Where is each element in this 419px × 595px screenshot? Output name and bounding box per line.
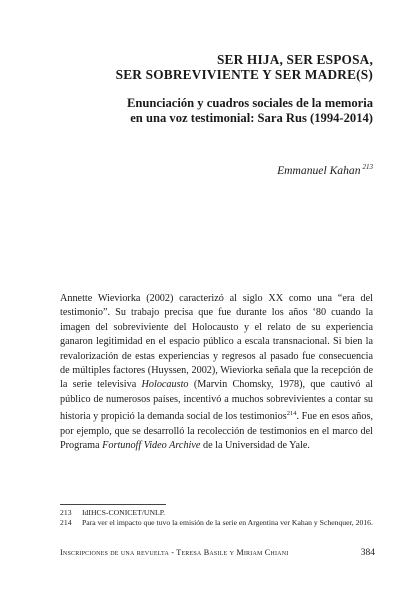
italic-title-fortunoff: Fortunoff Video Archive [102,440,201,452]
footnote-number: 213 [60,508,72,517]
footnote-divider [60,504,166,505]
chapter-title-line-1: SER HIJA, SER ESPOSA, [216,52,373,67]
footnote-number: 214 [60,518,72,528]
italic-title-holocausto: Holocausto [141,379,189,391]
paragraph-text: Annette Wieviorka (2002) caracterizó al siglo XX como una “era del testimonio”. Su trabajo precisa que fue durante los años ‘80 cuando la imagen del sobreviviente del Holocausto y el relato de su experiencia ganaron legitimidad en el espacio público a escala transnacional. Si bien la revalorización de estas experiencias y regresos al pasado fue consecuencia de múltiples factores (Huyssen, 2002), Wieviorka señala que la recepción de la serie televisiva [60,293,373,391]
footnote-text: IdIHCS-CONICET/UNLP. [82,508,166,517]
footnote-text: Para ver el impacto que tuvo la emisión de la serie en Argentina ver Kahan y Schenquer, 2016. [82,518,373,528]
author-line [73,163,373,177]
footnote-ref-214[interactable]: 214 [286,410,297,418]
page-number: 384 [360,548,375,558]
chapter-subtitle [33,96,373,125]
author-name: Emmanuel Kahan [277,164,361,177]
chapter-subtitle-line-2: en una voz testimonial: Sara Rus (1994-2014) [130,110,373,125]
chapter-title-line-2: SER SOBREVIVIENTE Y SER MADRE(S) [115,67,373,82]
page-footer [60,548,375,558]
footnote-213 [60,508,373,518]
body-text [60,292,373,453]
paragraph [60,292,373,453]
paragraph-text: (Marvin Chomsky, 1978), que cautivó al público de numerosos países, incentivó a muchos sobrevivientes a contar su historia y propició la demanda social de los testimonios [60,379,374,423]
chapter-subtitle-line-1: Enunciación y cuadros sociales de la memoria [126,96,373,110]
running-footer: Inscripciones de una revuelta - Teresa Basile y Miriam Chiani [60,548,289,557]
chapter-title [43,52,373,82]
author-footnote-ref[interactable]: 213 [362,163,373,171]
footnotes [60,508,373,528]
paragraph-text: de la Universidad de Yale. [200,440,310,452]
paragraph-text: . Fue en esos años, por ejemplo, que se desarrolló la recolección de testimonios en el marco del Programa [60,411,374,452]
footnote-214 [60,518,373,528]
